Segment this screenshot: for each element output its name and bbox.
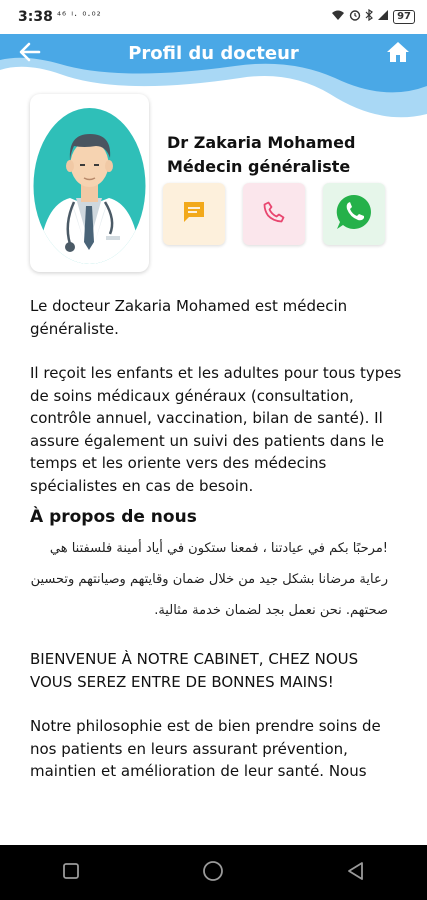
circle-icon — [202, 860, 224, 886]
system-navigation-bar — [0, 845, 427, 900]
doctor-name: Dr Zakaria Mohamed — [167, 133, 356, 152]
bluetooth-icon — [365, 9, 373, 24]
intro-paragraph: Le docteur Zakaria Mohamed est médecin généraliste. — [30, 297, 348, 338]
description-paragraph: Il reçoit les enfants et les adultes pour tous types de soins médicaux généraux (consultation, contrôle annuel, vaccination, bilan de santé). Il assure également un suivi des patients dans le temps et les oriente vers des médecins spécialistes en cas de besoin. — [30, 364, 402, 495]
recents-button[interactable] — [41, 853, 101, 893]
page-title: Profil du docteur — [128, 43, 299, 64]
philosophy-paragraph: Notre philosophie est de bien prendre soins de nos patients en leurs assurant prévention, maintien et amélioration de leur santé. Nous — [30, 717, 381, 780]
home-nav-button[interactable] — [183, 853, 243, 893]
square-icon — [62, 862, 80, 884]
status-icons — [331, 9, 415, 24]
home-button[interactable] — [381, 37, 415, 71]
doctor-description — [30, 295, 405, 783]
signal-icon — [377, 9, 389, 24]
about-title: À propos de nous — [30, 507, 197, 527]
welcome-paragraph: BIENVENUE À NOTRE CABINET, CHEZ NOUS VOUS SEREZ ENTRE DE BONNES MAINS! — [30, 650, 359, 691]
battery-level: 97 — [393, 10, 415, 24]
alarm-icon — [349, 9, 361, 24]
doctor-illustration — [30, 94, 149, 272]
arabic-about-paragraph: !مرحبًا بكم في عيادتنا ، فمعنا ستكون في أياد أمينة فلسفتنا هي رعاية مرضانا بشكل جيد من خلال ضمان وقايتهم وصيانتهم وتحسين صحتهم. نحن نعمل بجد لضمان خدمة مثالية. — [30, 541, 388, 618]
triangle-back-icon — [346, 861, 366, 885]
phone-icon — [262, 200, 286, 228]
doctor-avatar — [30, 94, 149, 272]
chat-icon — [181, 199, 207, 229]
wifi-icon — [331, 9, 345, 24]
doctor-specialty: Médecin généraliste — [167, 157, 351, 176]
network-speed-indicator: ⁴⁶ ᴵ· ⁰·⁰² — [57, 11, 102, 22]
status-time: 3:38 — [18, 9, 53, 25]
status-bar — [0, 0, 427, 34]
call-button[interactable] — [243, 183, 305, 245]
back-nav-button[interactable] — [326, 853, 386, 893]
home-icon — [386, 41, 410, 67]
whatsapp-icon — [334, 192, 374, 236]
message-button[interactable] — [163, 183, 225, 245]
whatsapp-button[interactable] — [323, 183, 385, 245]
